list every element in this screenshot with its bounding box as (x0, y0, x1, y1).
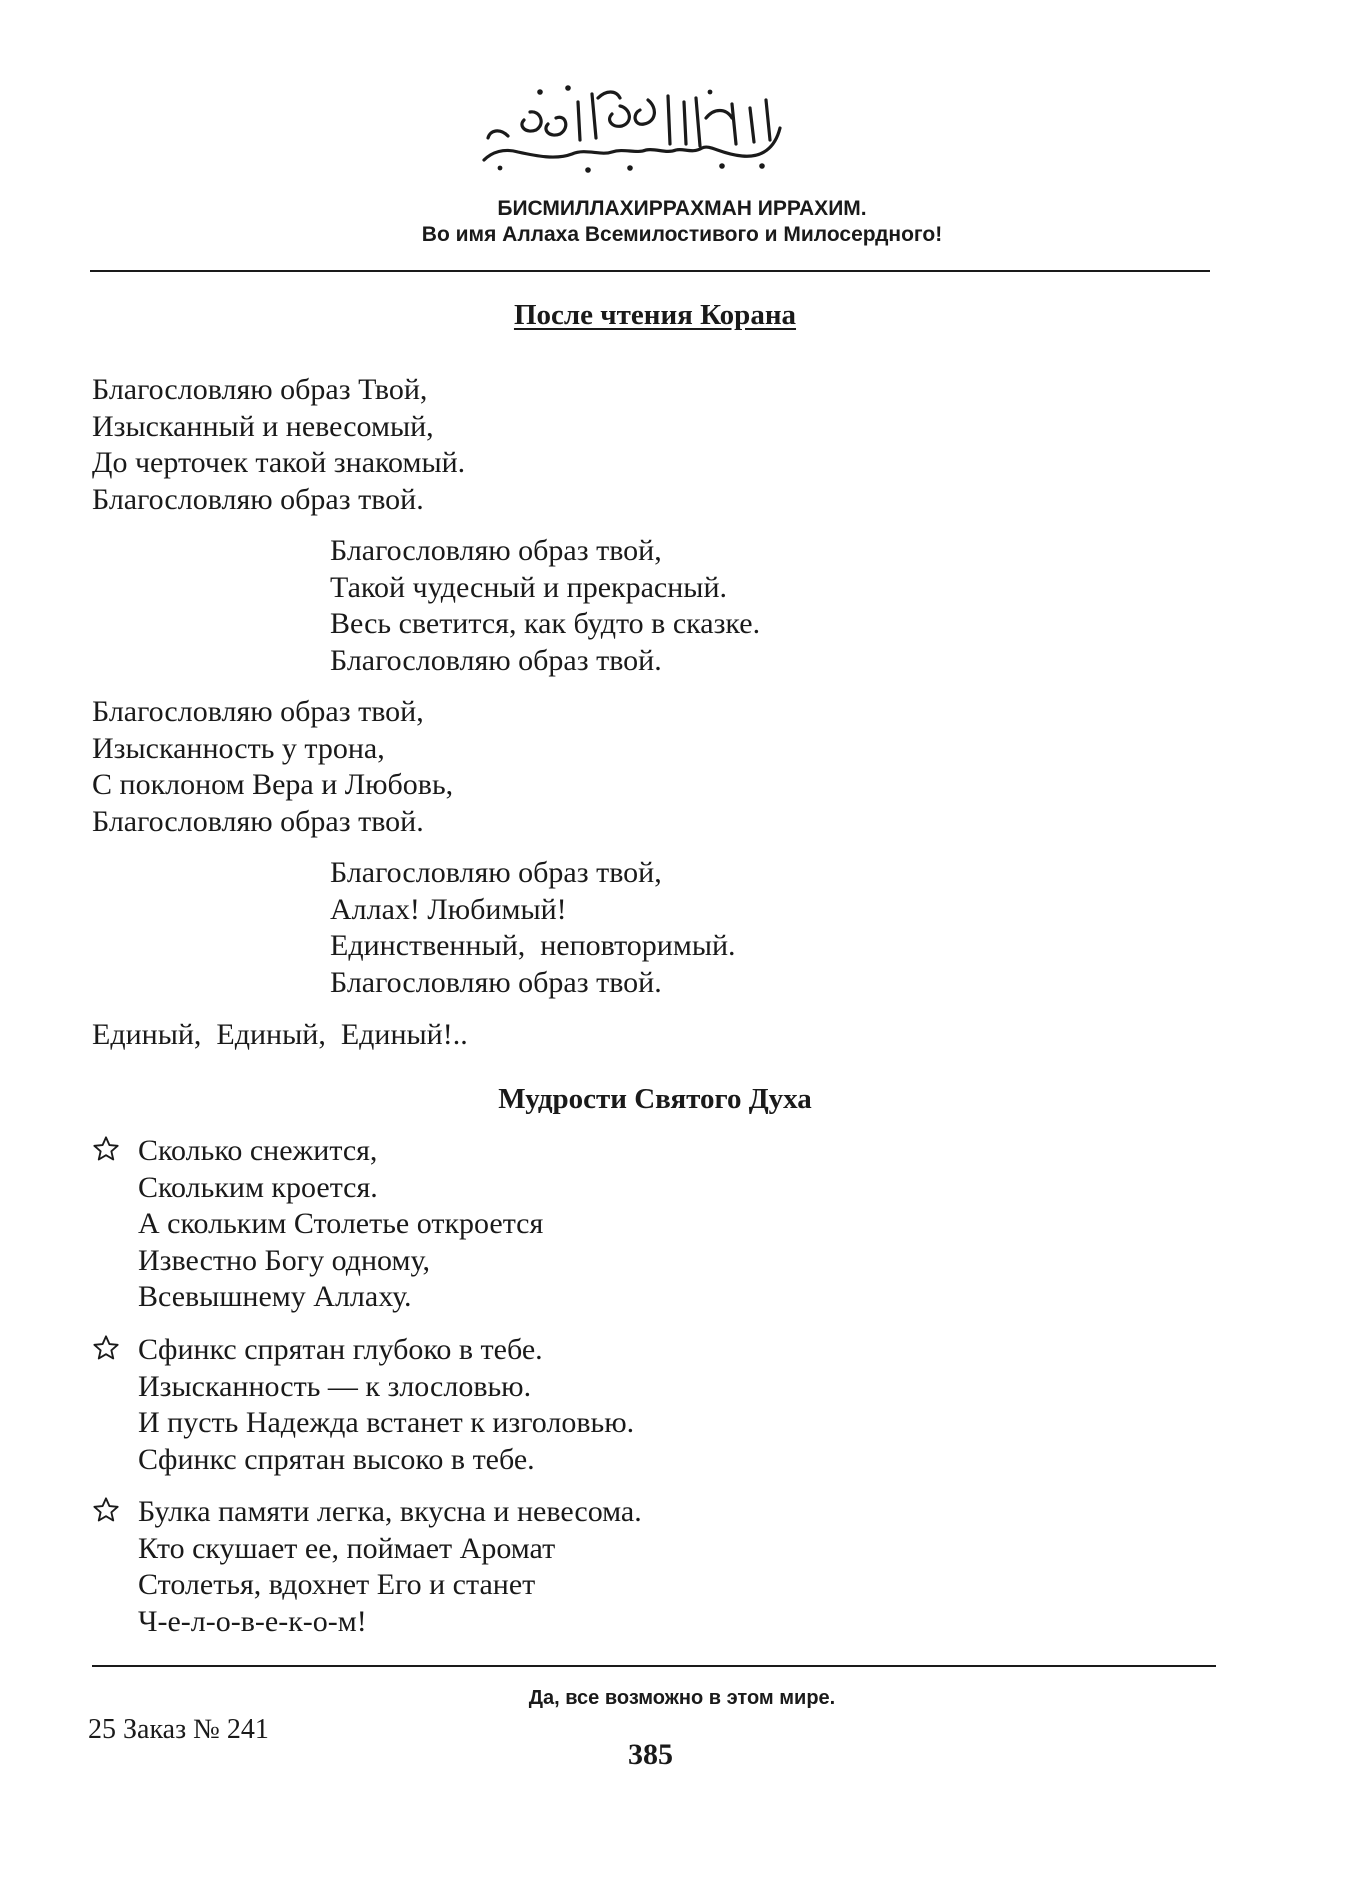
bismillah-translation: Во имя Аллаха Всемилостивого и Милосердного! (421, 223, 943, 246)
verse-line: Весь светится, как будто в сказке. (330, 607, 761, 640)
bismillah-transliteration: БИСМИЛЛАХИРРАХМАН ИРРАХИМ. (497, 197, 867, 220)
stanza-3 (92, 694, 453, 840)
stanza-1 (92, 372, 465, 518)
verse-line: С поклоном Вера и Любовь, (92, 768, 454, 801)
stanza-5 (92, 1017, 468, 1054)
verse-line: Всевышнему Аллаху. (138, 1280, 412, 1313)
verse-line: Благословляю образ твой, (330, 534, 662, 567)
verse-line: Сфинкс спрятан глубоко в тебе. (138, 1333, 543, 1366)
verse-line: Булка памяти легка, вкусна и невесома. (138, 1495, 642, 1528)
star-outline-icon (92, 1135, 120, 1163)
verse-line: Кто скушает ее, поймает Аромат (138, 1531, 556, 1565)
stanza-2 (330, 533, 760, 679)
verse-line: Ч-е-л-о-в-е-к-о-м! (138, 1604, 367, 1638)
verse-line: Изысканность — к злословью. (138, 1369, 532, 1403)
footer-quote: Да, все возможно в этом мире. (528, 1687, 836, 1709)
verse-line: Изысканный и невесомый, (92, 409, 434, 443)
star-outline-icon (92, 1496, 120, 1524)
star-outline-icon (92, 1334, 120, 1362)
verse-line: Единственный, неповторимый. (330, 929, 736, 962)
wisdom-item-2 (92, 1332, 634, 1478)
verse-line: Сколько снежится, (138, 1134, 378, 1167)
verse-line: Столетья, вдохнет Его и станет (138, 1568, 536, 1601)
verse-line: Благословляю образ твой. (330, 965, 662, 999)
stanza-4 (330, 855, 736, 1001)
verse-line: До черточек такой знакомый. (92, 446, 466, 479)
wisdom-item-3 (92, 1494, 642, 1640)
poem-title-text: После чтения Корана (513, 299, 797, 331)
verse-line: И пусть Надежда встанет к изголовью. (138, 1406, 635, 1439)
verse-line: А скольким Столетье откроется (138, 1207, 544, 1240)
poem-title-holy-spirit-wisdom: Мудрости Святого Духа (498, 1083, 812, 1115)
verse-line: Благословляю образ Твой, (92, 373, 428, 406)
verse-line: Сфинкс спрятан высоко в тебе. (138, 1442, 535, 1476)
verse-line: Скольким кроется. (138, 1170, 378, 1204)
footer-divider (92, 1665, 1216, 1667)
poem-title-after-quran (0, 298, 1310, 332)
bismillah-calligraphy (470, 78, 800, 178)
verse-line: Благословляю образ твой. (92, 804, 424, 838)
verse-line: Изысканность у трона, (92, 731, 385, 765)
verse-line: Такой чудесный и прекрасный. (330, 570, 728, 604)
verse-line: Благословляю образ твой. (92, 482, 424, 516)
verse-line: Благословляю образ твой, (330, 856, 662, 889)
verse-line: Благословляю образ твой. (330, 643, 662, 677)
wisdom-item-1 (92, 1133, 543, 1316)
header-divider (90, 270, 1210, 272)
verse-line: Известно Богу одному, (138, 1243, 430, 1277)
verse-line: Единый, Единый, Единый!.. (92, 1018, 468, 1051)
page-number: 385 (628, 1738, 673, 1771)
print-order-note: 25 Заказ № 241 (88, 1714, 269, 1745)
verse-line: Благословляю образ твой, (92, 695, 424, 728)
verse-line: Аллах! Любимый! (330, 892, 567, 926)
